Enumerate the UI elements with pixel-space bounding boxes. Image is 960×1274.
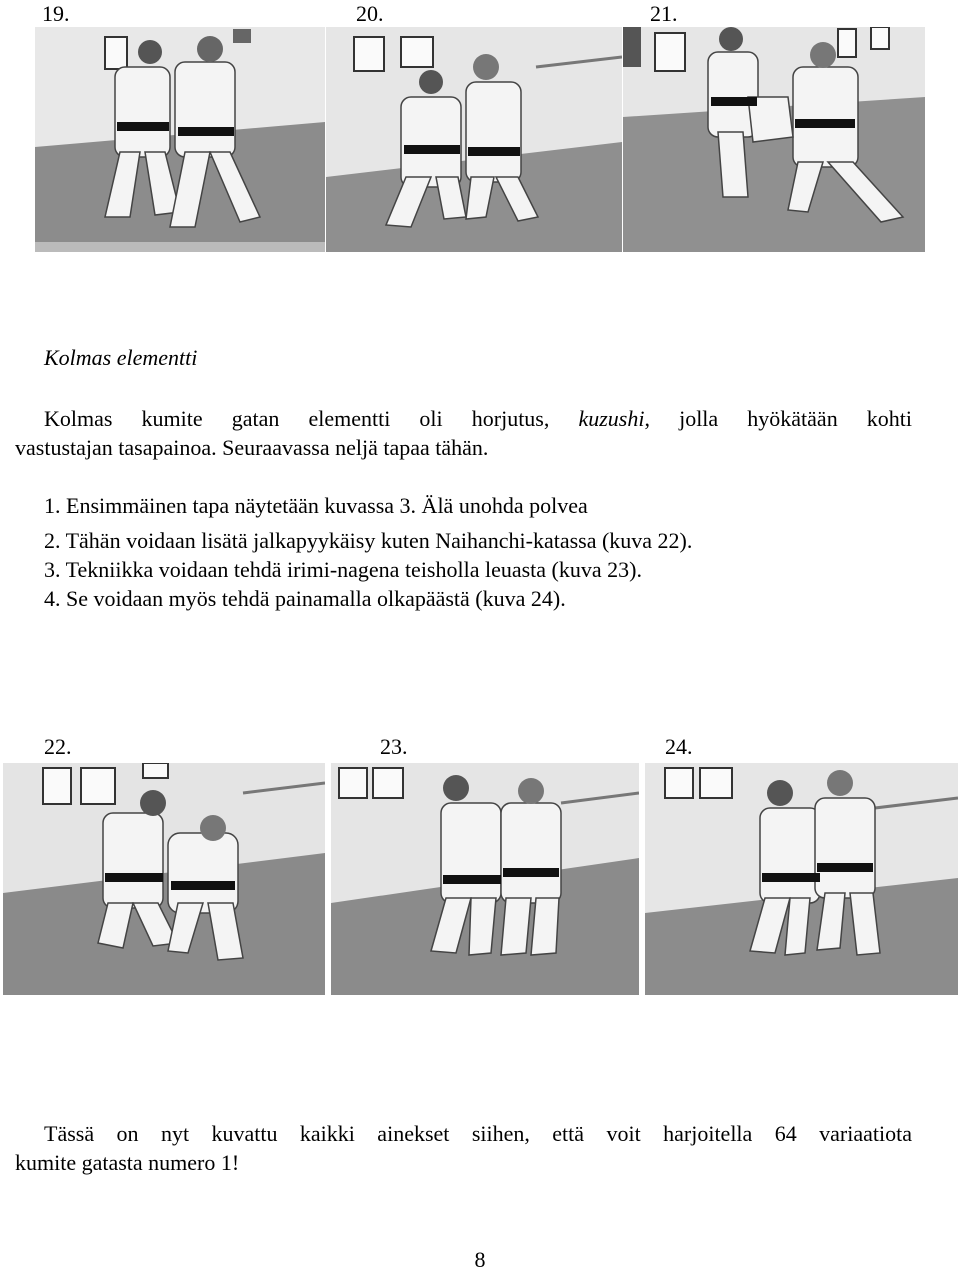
- figure-number-20: 20.: [356, 1, 384, 26]
- closing-paragraph-line1: Tässä on nyt kuvattu kaikki ainekset siihen, että voit harjoitella 64 variaatiota: [44, 1121, 912, 1146]
- photo-figure-22: [3, 763, 325, 995]
- photo-figure-24: [645, 763, 958, 995]
- closing-paragraph-line2: kumite gatasta numero 1!: [15, 1150, 240, 1175]
- list-item-1: 1. Ensimmäinen tapa näytetään kuvassa 3. Älä unohda polvea: [44, 493, 588, 518]
- figure-number-24: 24.: [665, 734, 693, 759]
- figure-number-19: 19.: [42, 1, 70, 26]
- intro-paragraph-line1: [44, 404, 912, 433]
- intro-term: kuzushi: [578, 406, 645, 431]
- figure-number-21: 21.: [650, 1, 678, 26]
- intro-paragraph-line2: vastustajan tasapainoa. Seuraavassa neljä tapaa tähän.: [15, 435, 489, 460]
- list-item-2: 2. Tähän voidaan lisätä jalkapyykäisy kuten Naihanchi-katassa (kuva 22).: [44, 528, 693, 553]
- photo-figure-21: [623, 27, 925, 252]
- section-heading: Kolmas elementti: [44, 345, 198, 370]
- photo-figure-20: [326, 27, 622, 252]
- figure-number-22: 22.: [44, 734, 72, 759]
- list-item-4: 4. Se voidaan myös tehdä painamalla olkapäästä (kuva 24).: [44, 586, 566, 611]
- page-number: 8: [474, 1247, 486, 1272]
- list-item-3: 3. Tekniikka voidaan tehdä irimi-nagena teisholla leuasta (kuva 23).: [44, 557, 642, 582]
- intro-text-before: Kolmas kumite gatan elementti oli horjutus,: [44, 406, 550, 431]
- intro-text-after: , jolla hyökätään kohti: [644, 406, 913, 431]
- photo-figure-19: [35, 27, 325, 252]
- photo-figure-23: [331, 763, 639, 995]
- figure-number-23: 23.: [380, 734, 408, 759]
